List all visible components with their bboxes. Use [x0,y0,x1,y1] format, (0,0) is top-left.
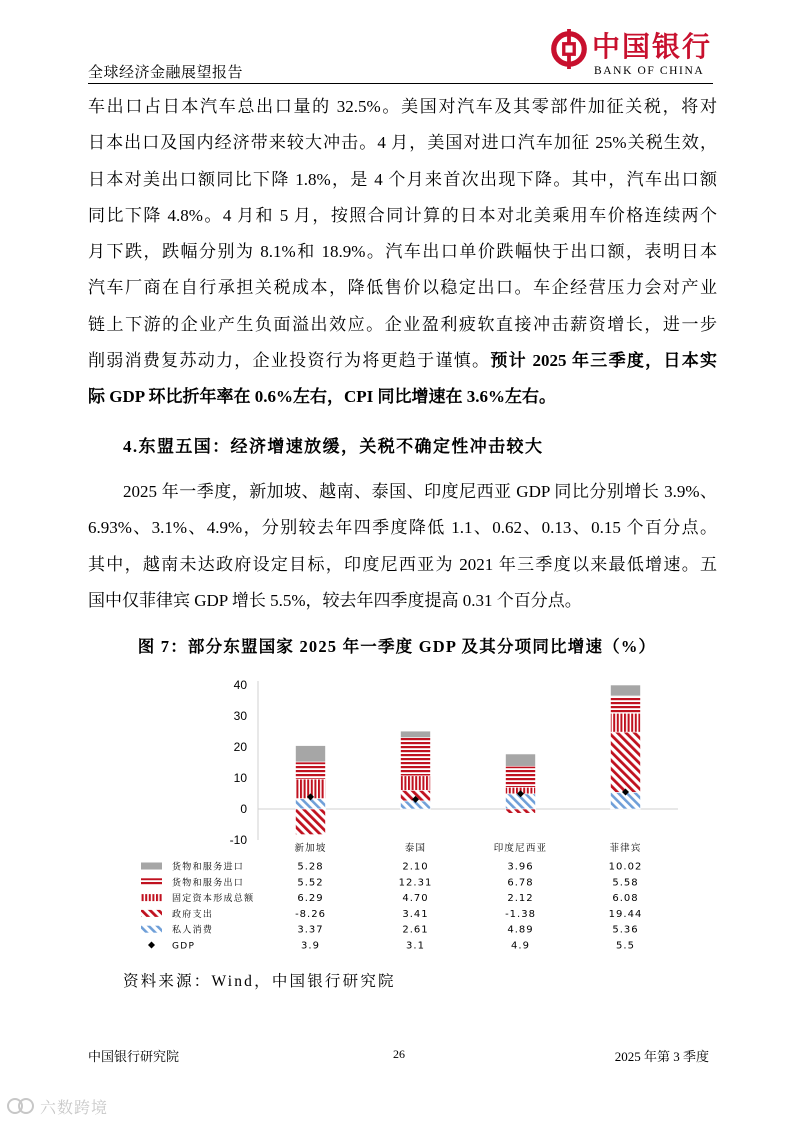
legend-marker-gdp [148,942,155,949]
legend-label-gdp: GDP [172,941,196,952]
forecast-highlight: 际 GDP 环比折年率在 0.6%左右，CPI 同比增速在 3.6%左右。 [88,387,556,406]
bar-segment-philippines-government-spending [611,732,641,792]
legend-marker-imports [141,863,162,870]
table-value-exports-philippines: 5.58 [612,877,639,889]
y-tick-label: -10 [229,833,247,847]
y-tick-label: 40 [233,678,247,692]
forecast-highlight: 预计 2025 年三季度，日本实 [490,350,718,370]
table-value-government-spending-philippines: 19.44 [608,908,643,920]
y-tick-label: 30 [233,709,247,723]
table-value-private-consumption-indonesia: 4.89 [507,924,534,936]
table-value-imports-philippines: 10.02 [608,861,643,873]
bar-segment-singapore-exports [296,762,326,779]
logo-english-name: BANK OF CHINA [594,65,705,77]
chart-bars [296,685,641,835]
x-category-label-thailand: 泰国 [404,843,427,854]
bar-segment-indonesia-imports [506,754,536,766]
text-line: 日本出口及国内经济带来较大冲击。4 月，美国对进口汽车加征 25%关税生效， [88,133,717,153]
table-value-exports-indonesia: 6.78 [507,877,534,889]
table-value-exports-thailand: 12.31 [398,877,433,889]
table-value-fixed-capital-formation-indonesia: 2.12 [507,893,534,905]
watermark-logo-icon [6,1096,36,1116]
watermark [6,1094,108,1118]
table-value-exports-singapore: 5.52 [297,877,324,889]
footer-institute: 中国银行研究院 [88,1049,180,1064]
table-value-private-consumption-philippines: 5.36 [612,924,639,936]
x-category-label-philippines: 菲律宾 [609,843,642,854]
bar-segment-indonesia-government-spending [506,809,536,813]
table-value-imports-thailand: 2.10 [402,861,429,873]
legend-label-private-consumption: 私人消费 [172,925,214,936]
legend-marker-exports [141,878,162,885]
table-value-government-spending-thailand: 3.41 [402,908,429,920]
bar-segment-thailand-fixed-capital-formation [401,776,431,791]
stacked-bar-chart [120,670,700,960]
table-value-gdp-indonesia: 4.9 [511,940,530,952]
table-value-gdp-thailand: 3.1 [406,940,425,952]
text-line: 其中，越南未达政府设定目标，印度尼西亚为 2021 年三季度以来最低增速。五 [88,554,717,574]
section-heading: 4.东盟五国：经济增速放缓，关税不确定性冲击较大 [123,437,544,456]
report-title: 全球经济金融展望报告 [88,65,244,81]
legend-marker-private-consumption [141,926,162,933]
text-line [88,343,717,379]
text-line: 6.93%、3.1%、4.9%，分别较去年四季度降低 1.1、0.62、0.13、0.15 个百分点。 [88,518,717,538]
bar-segment-philippines-exports [611,696,641,713]
footer-period: 2025 年第 3 季度 [614,1049,709,1064]
x-category-label-singapore: 新加坡 [294,843,327,854]
text-line: 2025 年一季度，新加坡、越南、泰国、印度尼西亚 GDP 同比分别增长 3.9%、 [123,482,717,501]
text-line: 链上下游的企业产生负面溢出效应。企业盈利疲软直接冲击薪资增长，进一步 [88,314,717,334]
bank-of-china-logo-icon [549,29,589,69]
table-value-imports-indonesia: 3.96 [507,861,534,873]
legend-marker-fixed-capital-formation [141,894,162,901]
legend-label-exports: 货物和服务出口 [172,878,245,889]
table-value-government-spending-singapore: -8.26 [295,908,326,920]
figure-caption: 图 7：部分东盟国家 2025 年一季度 GDP 及其分项同比增速（%） [137,637,657,656]
y-tick-label: 0 [240,802,247,816]
table-value-fixed-capital-formation-singapore: 6.29 [297,893,324,905]
bar-segment-philippines-imports [611,685,641,696]
bar-segment-singapore-government-spending [296,809,326,835]
legend-label-imports: 货物和服务进口 [172,862,245,873]
text-line: 车出口占日本汽车总出口量的 32.5%。美国对汽车及其零部件加征关税，将对 [88,97,717,116]
table-value-gdp-singapore: 3.9 [301,940,320,952]
text-line: 月下跌，跌幅分别为 8.1%和 18.9%。汽车出口单价跌幅快于出口额，表明日本 [88,242,717,261]
bar-segment-indonesia-exports [506,766,536,787]
text-segment: 削弱消费复苏动力，企业投资行为将更趋于谨慎。 [88,350,491,370]
text-line: 日本对美出口额同比下降 1.8%，是 4 个月来首次出现下降。其中，汽车出口额 [88,169,717,189]
watermark-text: 六数跨境 [40,1097,109,1117]
table-value-private-consumption-singapore: 3.37 [297,924,324,936]
table-value-government-spending-indonesia: -1.38 [505,908,536,920]
table-value-fixed-capital-formation-philippines: 6.08 [612,893,639,905]
paragraph-asean-growth [88,474,717,619]
chart-source-note: 资料来源：Wind，中国银行研究院 [123,973,396,990]
chart-data-table [141,842,642,952]
logo-chinese-name: 中国银行 [592,30,713,63]
legend-label-government-spending: 政府支出 [172,909,214,920]
table-value-fixed-capital-formation-thailand: 4.70 [402,893,429,905]
table-value-gdp-philippines: 5.5 [616,940,635,952]
bar-segment-singapore-imports [296,746,326,762]
bar-segment-thailand-exports [401,738,431,776]
x-category-label-indonesia: 印度尼西亚 [493,843,548,854]
page-number: 26 [393,1047,405,1061]
legend-marker-government-spending [141,910,162,917]
y-tick-label: 20 [233,740,247,754]
text-line: 国中仅菲律宾 GDP 增长 5.5%，较去年四季度提高 0.31 个百分点。 [88,590,582,610]
text-line: 汽车厂商在自行承担关税成本，降低售价以稳定出口。车企经营压力会对产业 [88,278,717,298]
table-value-imports-singapore: 5.28 [297,861,324,873]
legend-label-fixed-capital-formation: 固定资本形成总额 [172,894,255,905]
y-tick-label: 10 [233,771,247,785]
table-value-private-consumption-thailand: 2.61 [402,924,429,936]
text-line: 同比下降 4.8%。4 月和 5 月，按照合同计算的日本对北美乘用车价格连续两个 [88,205,717,225]
bar-segment-thailand-imports [401,731,431,738]
paragraph-japan-outlook [88,89,717,415]
header-divider [88,83,713,84]
bar-segment-philippines-fixed-capital-formation [611,713,641,732]
